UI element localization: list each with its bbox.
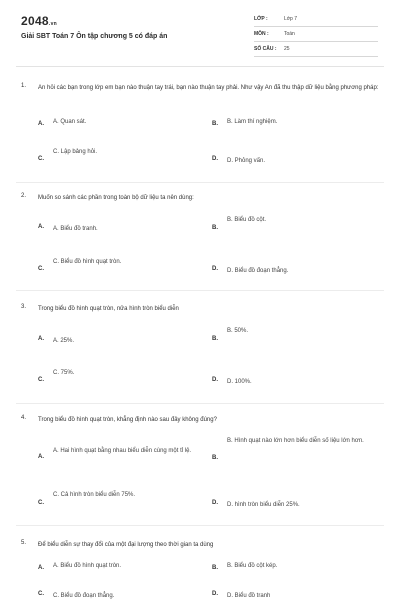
- question-number: 1.: [21, 83, 27, 89]
- option-text: D. Biểu đồ đoạn thẳng.: [227, 268, 289, 274]
- question-number: 2.: [21, 193, 27, 199]
- option-letter: B.: [212, 565, 218, 571]
- option-letter: A.: [38, 121, 44, 127]
- option-text: B. Làm thí nghiệm.: [227, 119, 278, 125]
- meta-label: SỐ CÂU :: [254, 46, 277, 52]
- question-divider: [16, 525, 384, 526]
- option-text: D. Biểu đồ tranh: [227, 593, 271, 599]
- question-number: 5.: [21, 540, 27, 546]
- meta-row-subject: [254, 29, 378, 42]
- option-letter: D.: [212, 500, 218, 506]
- option-letter: C.: [38, 500, 44, 506]
- option-text: B. 50%.: [227, 328, 249, 334]
- question-text: Trong biểu đồ hình quạt tròn, nửa hình tròn biểu diễn: [38, 306, 179, 312]
- option-text: A. 25%.: [53, 338, 75, 344]
- option-text: B. Biểu đồ cột.: [227, 217, 267, 223]
- option-letter: A.: [38, 565, 44, 571]
- option-text: C. Lập bảng hỏi.: [53, 149, 98, 155]
- option-letter: D.: [212, 156, 218, 162]
- document-title: Giải SBT Toán 7 Ôn tập chương 5 có đáp án: [21, 33, 168, 40]
- question-text: An hỏi các bạn trong lớp em bạn nào thuận tay trái, bạn nào thuận tay phải. Như vậy An đã thu thập dữ liệu bằng phương pháp:: [38, 85, 379, 91]
- option-letter: D.: [212, 266, 218, 272]
- option-letter: B.: [212, 336, 218, 342]
- question-text: Muốn so sánh các phần trong toàn bộ dữ liệu ta nên dùng:: [38, 195, 194, 201]
- option-letter: B.: [212, 225, 218, 231]
- option-text: C. Cả hình tròn biểu diễn 75%.: [53, 492, 136, 498]
- logo-suffix: .vn: [48, 21, 58, 27]
- option-letter: B.: [212, 455, 218, 461]
- question-text: Để biểu diễn sự thay đổi của một đại lượng theo thời gian ta dùng: [38, 542, 214, 548]
- option-letter: C.: [38, 591, 44, 597]
- option-text: B. Hình quạt nào lớn hơn biểu diễn số liệu lớn hơn.: [227, 438, 364, 444]
- option-text: A. Biểu đồ hình quạt tròn.: [53, 563, 122, 569]
- option-letter: C.: [38, 266, 44, 272]
- option-letter: C.: [38, 156, 44, 162]
- option-letter: D.: [212, 591, 218, 597]
- option-letter: D.: [212, 377, 218, 383]
- option-text: B. Biểu đồ cột kép.: [227, 563, 278, 569]
- site-logo[interactable]: [21, 14, 57, 28]
- meta-row-count: [254, 44, 378, 57]
- option-text: D. 100%.: [227, 379, 252, 385]
- header-divider: [16, 66, 384, 67]
- option-text: D. hình tròn biểu diễn 25%.: [227, 502, 300, 508]
- question-divider: [16, 290, 384, 291]
- option-letter: A.: [38, 454, 44, 460]
- document-header: [0, 0, 400, 66]
- meta-value: 25: [284, 46, 290, 52]
- option-letter: A.: [38, 336, 44, 342]
- option-text: A. Biểu đồ tranh.: [53, 226, 98, 232]
- option-text: A. Quan sát.: [53, 119, 87, 125]
- option-text: C. Biểu đồ hình quạt tròn.: [53, 259, 122, 265]
- logo-main: 2048: [21, 14, 49, 28]
- question-number: 3.: [21, 304, 27, 310]
- option-text: A. Hai hình quạt bằng nhau biểu diễn cùng một tỉ lệ.: [53, 448, 192, 454]
- option-text: C. Biểu đồ đoạn thẳng.: [53, 593, 115, 599]
- question-divider: [16, 182, 384, 183]
- meta-row-class: [254, 14, 378, 27]
- meta-value: Toán: [284, 31, 295, 37]
- option-letter: B.: [212, 121, 218, 127]
- meta-label: MÔN :: [254, 31, 269, 37]
- meta-value: Lớp 7: [284, 16, 298, 22]
- question-text: Trong biểu đồ hình quạt tròn, khẳng định nào sau đây không đúng?: [38, 417, 217, 423]
- question-divider: [16, 403, 384, 404]
- option-text: D. Phỏng vấn.: [227, 158, 266, 164]
- option-letter: A.: [38, 224, 44, 230]
- meta-label: LỚP :: [254, 16, 268, 22]
- question-number: 4.: [21, 415, 27, 421]
- option-letter: C.: [38, 377, 44, 383]
- option-text: C. 75%.: [53, 370, 75, 376]
